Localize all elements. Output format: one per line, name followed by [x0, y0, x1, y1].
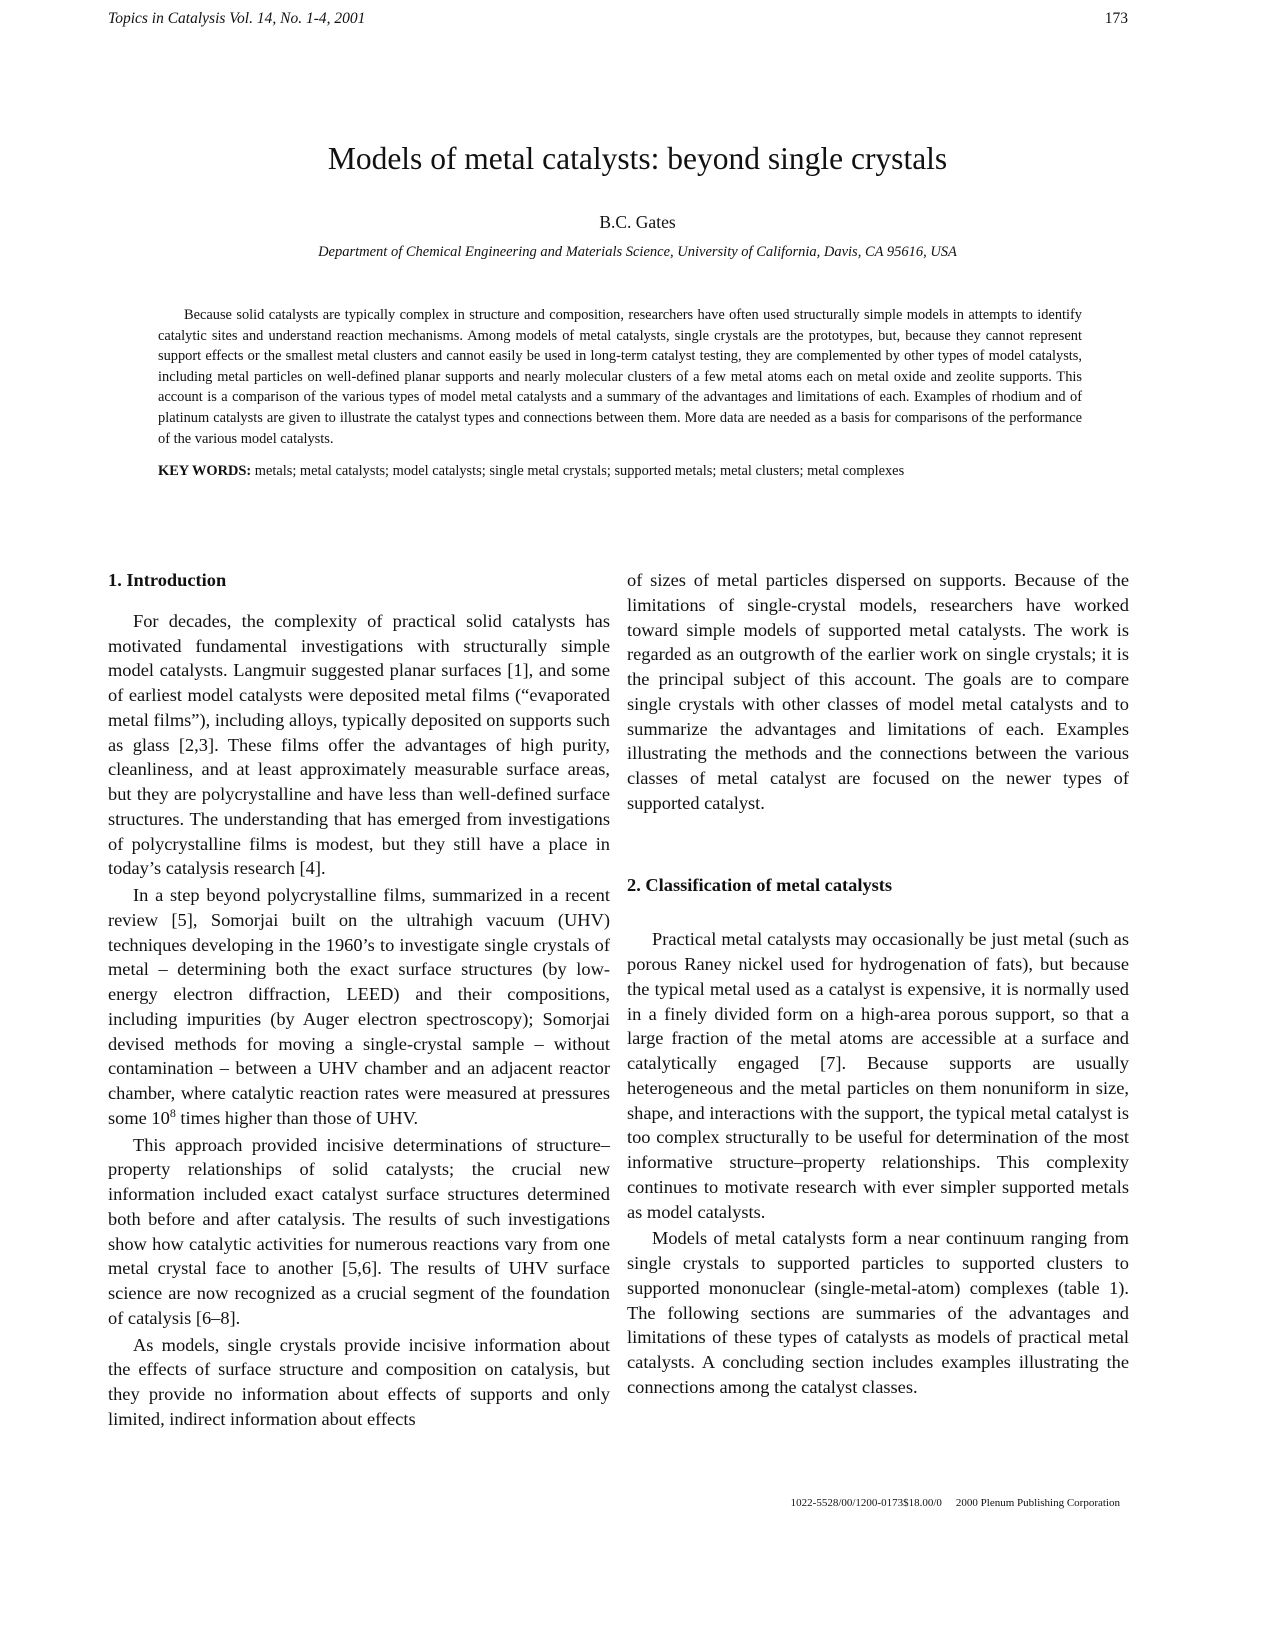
abstract: Because solid catalysts are typically complex in structure and composition, researchers have often used structurally simple models in attempts to identify catalytic sites and understand reaction mechanisms. Among models of metal catalysts, single crystals are the prototypes, but, because they cannot represent support effects or the smallest metal clusters and cannot easily be used in long-term catalyst testing, they are complemented by other types of model catalysts, including metal particles on well-defined planar supports and nearly molecular clusters of a few metal atoms each on metal oxide and zeolite supports. This account is a comparison of the various types of model metal catalysts and a summary of the advantages and limitations of each. Examples of rhodium and of platinum catalysts are given to illustrate the catalyst types and connections between them. More data are needed as a basis for comparisons of the performance of the various model catalysts.	[158, 307, 1082, 447]
publisher-line: 2000 Plenum Publishing Corporation	[955, 1497, 1120, 1509]
intro-paragraph-2-end: times higher than those of UHV.	[175, 1107, 419, 1128]
keywords-text: metals; metal catalysts; model catalysts; single metal crystals; supported metals; metal clusters; metal complexes	[254, 463, 905, 479]
intro-paragraph-4: As models, single crystals provide incisive information about the effects of surface structure and composition on catalysis, but they provide no information about effects of supports and only limited, indirect information about effects	[108, 1334, 610, 1429]
classification-paragraph-1: Practical metal catalysts may occasionally be just metal (such as porous Raney nickel used for hydrogenation of fats), but because the typical metal used as a catalyst is expensive, it is normally used in a finely divided form on a high-area porous support, so that a large fraction of the metal atoms are accessible at a surface and catalytically engaged [7]. Because supports are usually heterogeneous and the metal particles on them nonuniform in size, shape, and interactions with the support, the typical metal catalyst is too complex structurally to be useful for determination of the most informative structure–property relationships. This complexity continues to motivate research with ever simpler supported metals as model catalysts.	[627, 929, 1129, 1222]
intro-paragraph-2	[108, 883, 610, 1131]
intro-paragraph-3: This approach provided incisive determinations of structure–property relationships of solid catalysts; the crucial new information included exact catalyst surface structures determined both before and after catalysis. The results of such investigations show how catalytic activities for numerous reactions vary from one metal crystal face to another [5,6]. The results of UHV surface science are now recognized as a crucial segment of the foundation of catalysis [6–8].	[108, 1134, 610, 1328]
page-number: 173	[1104, 10, 1128, 27]
classification-paragraph-2: Models of metal catalysts form a near continuum ranging from single crystals to supported particles to supported clusters to supported mononuclear (single-metal-atom) complexes (table 1). The following sections are summaries of the advantages and limitations of these types of catalysts as models of practical metal catalysts. A concluding section includes examples illustrating the connections among the catalyst classes.	[627, 1228, 1129, 1397]
author-affiliation: Department of Chemical Engineering and Materials Science, University of California, Davis, CA 95616, USA	[318, 244, 957, 260]
author-name: B.C. Gates	[599, 212, 676, 232]
keywords-label: KEY WORDS:	[158, 463, 252, 479]
journal-citation: Topics in Catalysis Vol. 14, No. 1-4, 2001	[108, 10, 366, 27]
paper-title: Models of metal catalysts: beyond single crystals	[327, 141, 948, 176]
left-column	[108, 568, 610, 1432]
right-column	[627, 568, 1129, 1400]
intro-paragraph-4-continued: of sizes of metal particles dispersed on supports. Because of the limitations of single-crystal models, researchers have worked toward simple models of supported metal catalysts. The work is regarded as an outgrowth of the earlier work on single crystals; it is the principal subject of this account. The goals are to compare single crystals with other classes of model metal catalysts and to summarize the advantages and limitations of each. Examples illustrating the methods and the connections between the various classes of metal catalyst are focused on the newer types of supported catalyst.	[627, 570, 1129, 813]
exponent: 8	[169, 1105, 176, 1120]
intro-paragraph-1: For decades, the complexity of practical solid catalysts has motivated fundamental investigations with structurally simple model catalysts. Langmuir suggested planar surfaces [1], and some of earliest model catalysts were deposited metal films (“evaporated metal films”), including alloys, typically deposited on supports such as glass [2,3]. These films offer the advantages of high purity, cleanliness, and at least approximately measurable surface areas, but they are polycrystalline and have less than well-defined surface structures. The understanding that has emerged from investigations of polycrystalline films is modest, but they still have a place in today’s catalysis research [4].	[108, 610, 610, 879]
keywords	[158, 461, 1082, 481]
section-heading-classification: 2. Classification of metal catalysts	[627, 874, 893, 895]
running-head	[108, 10, 1128, 36]
intro-paragraph-2-text: In a step beyond polycrystalline films, summarized in a recent review [5], Somorjai built on the ultrahigh vacuum (UHV) techniques developing in the 1960’s to investigate single crystals of metal – determining both the exact surface structures (by low-energy electron diffraction, LEED) and their compositions, including impurities (by Auger electron spectroscopy); Somorjai devised methods for moving a single-crystal sample – without contamination – between a UHV chamber and an adjacent reactor chamber, where catalytic reaction rates were measured at pressures some 10	[108, 885, 610, 1128]
issn-code: 1022-5528/00/1200-0173$18.00/0	[790, 1497, 942, 1509]
section-heading-introduction: 1. Introduction	[108, 570, 227, 590]
copyright-footer	[777, 1496, 1120, 1510]
